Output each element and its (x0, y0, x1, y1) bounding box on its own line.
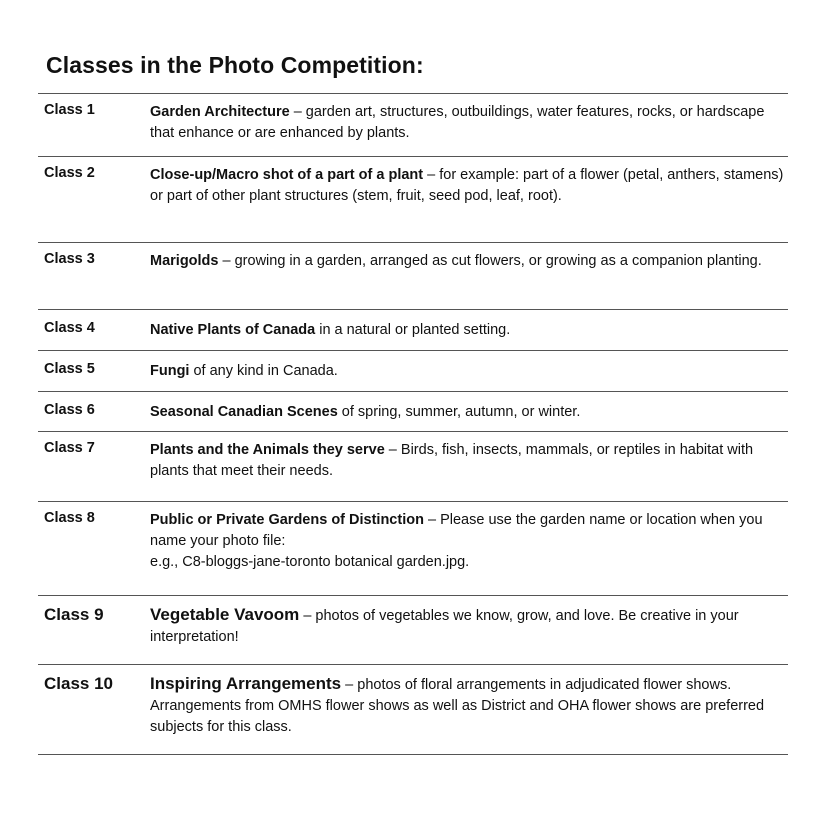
class-label: Class 4 (44, 320, 95, 336)
class-label: Class 6 (44, 402, 95, 418)
class-text: of any kind in Canada. (189, 363, 338, 379)
class-description (150, 604, 788, 664)
class-label: Class 2 (44, 165, 95, 181)
class-label: Class 8 (44, 510, 95, 526)
class-row-1 (38, 94, 788, 157)
class-row-4 (38, 310, 788, 351)
class-title: Plants and the Animals they serve (150, 442, 385, 458)
class-description (150, 361, 788, 391)
class-text: – growing in a garden, arranged as cut flowers, or growing as a companion planting. (218, 253, 762, 269)
class-description (150, 251, 788, 309)
class-description (150, 402, 788, 431)
class-row-2 (38, 157, 788, 243)
class-text: – Please use the garden name or location when you name your photo file: (150, 512, 763, 549)
class-row-9 (38, 596, 788, 665)
class-title: Public or Private Gardens of Distinction (150, 512, 424, 528)
class-title: Marigolds (150, 253, 219, 269)
class-text: – for example: part of a flower (petal, anthers, stamens) or part of other plant structures (stem, fruit, seed pod, leaf, root). (150, 167, 784, 204)
class-label: Class 5 (44, 361, 95, 377)
class-text: in a natural or planted setting. (315, 322, 511, 338)
class-text: – photos of vegetables we know, grow, and love. Be creative in your interpretation! (150, 608, 739, 645)
class-label: Class 3 (44, 251, 95, 267)
class-description (150, 165, 788, 242)
class-title: Garden Architecture (150, 104, 290, 120)
class-description (150, 440, 788, 501)
class-text: – photos of floral arrangements in adjudicated flower shows. Arrangements from OMHS flower shows as well as District and OHA flower shows are preferred subjects for this class. (150, 677, 765, 735)
class-row-10 (38, 665, 788, 755)
class-description (150, 673, 788, 754)
class-row-5 (38, 351, 788, 392)
class-description (150, 320, 788, 350)
class-description (150, 102, 788, 156)
page-title: Classes in the Photo Competition: (46, 52, 424, 78)
class-text: – Birds, fish, insects, mammals, or reptiles in habitat with plants that meet their needs. (150, 442, 754, 479)
class-title: Native Plants of Canada (150, 322, 316, 338)
class-text: of spring, summer, autumn, or winter. (337, 404, 581, 420)
class-title: Close-up/Macro shot of a part of a plant (150, 167, 424, 183)
classes-table (38, 93, 788, 755)
class-title: Vegetable Vavoom (150, 605, 300, 624)
class-label: Class 9 (44, 605, 104, 624)
class-text: – garden art, structures, outbuildings, water features, rocks, or hardscape that enhance or are enhanced by plants. (150, 104, 765, 141)
class-label: Class 10 (44, 674, 113, 693)
class-example: e.g., C8-bloggs-jane-toronto botanical garden.jpg. (150, 554, 470, 570)
class-label: Class 1 (44, 102, 95, 118)
class-row-8 (38, 502, 788, 596)
class-title: Seasonal Canadian Scenes (150, 404, 338, 420)
class-description (150, 510, 788, 595)
class-title: Fungi (150, 363, 190, 379)
class-title: Inspiring Arrangements (150, 674, 342, 693)
class-label: Class 7 (44, 440, 95, 456)
class-row-6 (38, 392, 788, 432)
class-row-7 (38, 432, 788, 502)
class-row-3 (38, 243, 788, 310)
